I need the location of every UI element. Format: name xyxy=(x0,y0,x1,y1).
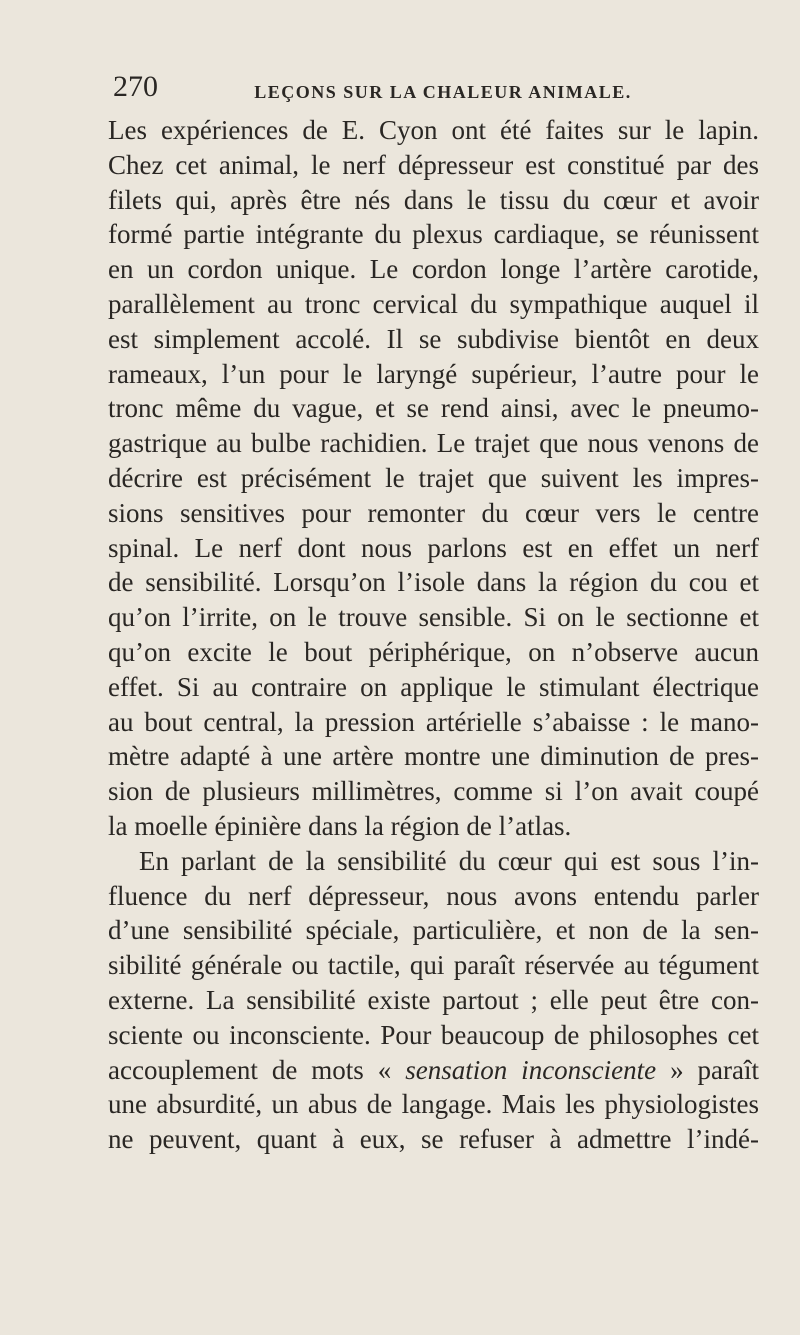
text-line: une absurdité, un abus de langage. Mais les physiologistes xyxy=(108,1089,759,1120)
text-line: d’une sensibilité spéciale, particulière, et non de la sen- xyxy=(108,915,759,946)
italic-phrase: sensation inconsciente xyxy=(405,1054,657,1085)
text-line: sions sensitives pour remonter du cœur vers le centre xyxy=(108,497,759,528)
text-line-paragraph-end: la moelle épinière dans la région de l’atlas. xyxy=(108,810,572,841)
text-line: au bout central, la pression artérielle s’abaisse : le mano- xyxy=(108,706,759,737)
text-line: est simplement accolé. Il se subdivise bientôt en deux xyxy=(108,323,759,354)
text-line-with-italic xyxy=(108,1053,759,1088)
text-line: mètre adapté à une artère montre une diminution de pres- xyxy=(108,741,759,772)
body-text xyxy=(108,113,759,1157)
text-line: spinal. Le nerf dont nous parlons est en effet un nerf xyxy=(108,532,759,563)
page-header xyxy=(113,72,763,112)
text-line: Chez cet animal, le nerf dépresseur est constitué par des xyxy=(108,149,759,180)
text-line: ne peuvent, quant à eux, se refuser à admettre l’indé- xyxy=(108,1124,759,1155)
text-line: filets qui, après être nés dans le tissu du cœur et avoir xyxy=(108,184,759,215)
text-line: tronc même du vague, et se rend ainsi, avec le pneumo- xyxy=(108,393,759,424)
text-line: décrire est précisément le trajet que suivent les impres- xyxy=(108,462,759,493)
text-line: parallèlement au tronc cervical du sympathique auquel il xyxy=(108,288,759,319)
text-line: fluence du nerf dépresseur, nous avons entendu parler xyxy=(108,880,759,911)
text-line: Les expériences de E. Cyon ont été faites sur le lapin. xyxy=(108,115,759,145)
text-line: qu’on l’irrite, on le trouve sensible. Si on le sectionne et xyxy=(108,602,759,633)
text-line: sibilité générale ou tactile, qui paraît réservée au tégument xyxy=(108,950,759,981)
text-line: sion de plusieurs millimètres, comme si l’on avait coupé xyxy=(108,776,759,807)
text-line: gastrique au bulbe rachidien. Le trajet que nous venons de xyxy=(108,428,759,459)
text-line: rameaux, l’un pour le laryngé supérieur, l’autre pour le xyxy=(108,358,759,389)
text-line-paragraph-start: En parlant de la sensibilité du cœur qui est sous l’in- xyxy=(139,845,759,876)
text-line: qu’on excite le bout périphérique, on n’observe aucun xyxy=(108,636,759,667)
text-segment: accouplement de mots « xyxy=(108,1054,406,1085)
text-line: en un cordon unique. Le cordon longe l’artère carotide, xyxy=(108,254,759,285)
text-line: formé partie intégrante du plexus cardiaque, se réunissent xyxy=(108,219,759,250)
running-title: LEÇONS SUR LA CHALEUR ANIMALE. xyxy=(254,82,632,102)
page-number: 270 xyxy=(113,70,158,103)
text-line: de sensibilité. Lorsqu’on l’isole dans la région du cou et xyxy=(108,567,759,598)
text-line: externe. La sensibilité existe partout ; elle peut être con- xyxy=(108,984,759,1015)
text-segment: » paraît xyxy=(656,1054,759,1085)
text-line: sciente ou inconsciente. Pour beaucoup de philosophes cet xyxy=(108,1019,759,1050)
text-line: effet. Si au contraire on applique le stimulant électrique xyxy=(108,671,759,702)
